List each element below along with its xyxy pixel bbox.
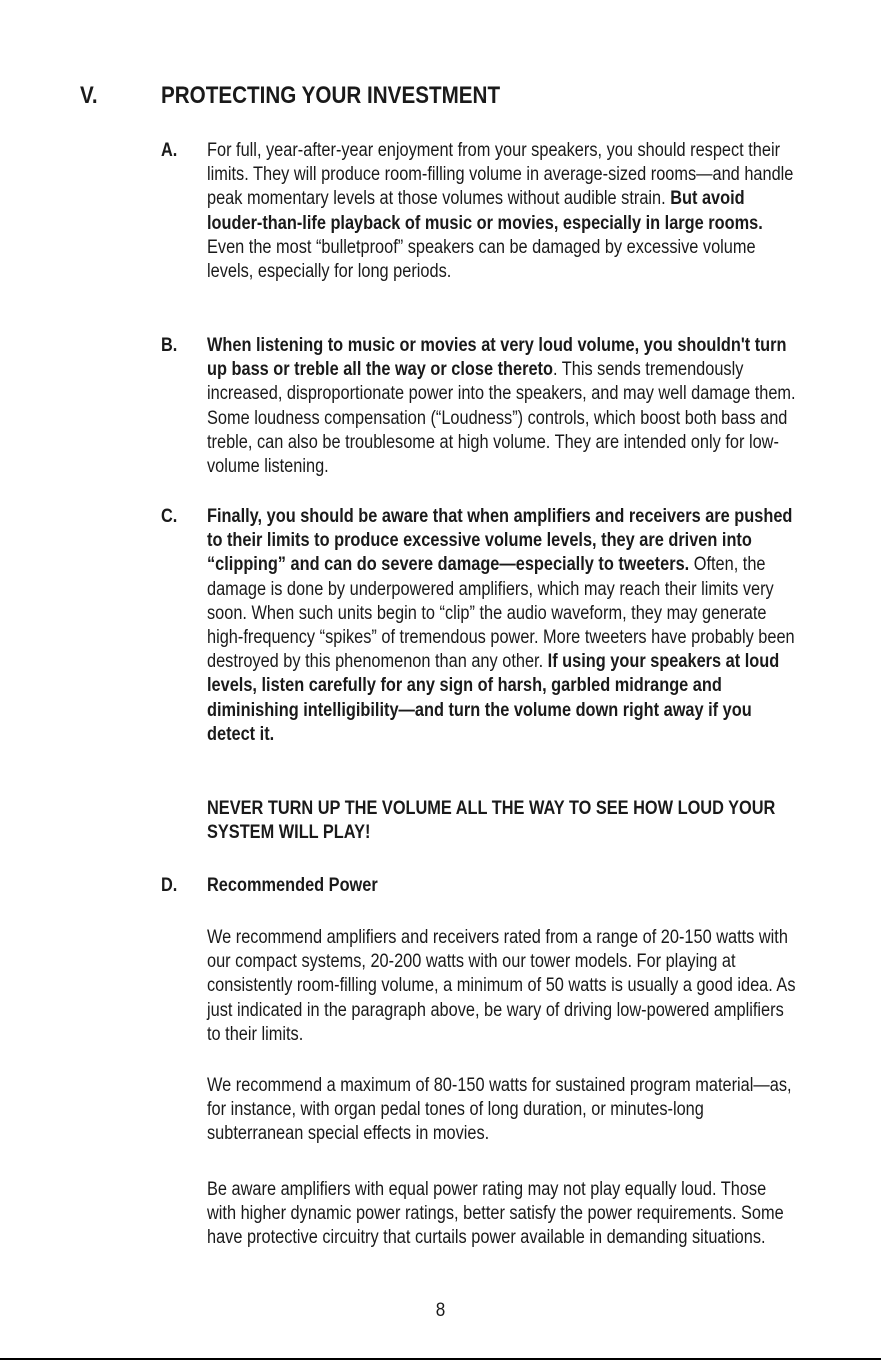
power-paragraph-2: We recommend a maximum of 80-150 watts for sustained program material—as, for instance, with organ pedal tones of long duration, or minutes-long subterranean special effects in movies. xyxy=(207,1075,792,1145)
power-paragraph-1: We recommend amplifiers and receivers rated from a range of 20-150 watts with our compact systems, 20-200 watts with our tower models. For playing at consistently room-filling volume, a minimum of 50 watts is usually a good idea. As just indicated in the paragraph above, be wary of driving low-powered amplifiers to their limits. xyxy=(207,927,796,1045)
item-a-text xyxy=(207,139,796,284)
item-c-middle: Often, the damage is done by underpowered amplifiers, which may reach their limits very soon. When such units begin to “clip” the audio waveform, they may generate high-frequency “spikes” of tremendous power. More tweeters have probably been destroyed by this phenomenon than any other. xyxy=(207,554,795,673)
item-b-text xyxy=(207,334,796,479)
power-paragraph-3: Be aware amplifiers with equal power rating may not play equally loud. Those with higher dynamic power ratings, better satisfy the power requirements. Some have protective circuitry that curtails power available in demanding situations. xyxy=(207,1179,784,1249)
item-c-text xyxy=(207,505,796,747)
section-number: V. xyxy=(80,82,98,109)
item-a-paragraph xyxy=(207,139,796,284)
item-c-emphasis-2: If using your speakers at loud levels, listen carefully for any sign of harsh, garbled midrange and diminishing intelligibility—and turn the volume down right away if you detect it. xyxy=(207,651,780,745)
item-a-intro: For full, year-after-year enjoyment from your speakers, you should respect their limits. They will produce room-filling volume in average-sized rooms—and handle peak momentary levels at those volumes without audible strain. xyxy=(207,140,794,210)
item-letter-a: A. xyxy=(161,140,178,161)
item-letter-d: D. xyxy=(161,875,178,896)
bottom-rule xyxy=(0,1358,881,1360)
recommended-power-heading: Recommended Power xyxy=(207,875,378,896)
item-letter-b: B. xyxy=(161,335,178,356)
page-number: 8 xyxy=(435,1300,446,1321)
item-b-paragraph xyxy=(207,334,796,479)
item-c-emphasis-1: Finally, you should be aware that when amplifiers and receivers are pushed to their limits to produce excessive volume levels, they are driven into “clipping” and can do severe damage—especially to tweeters. xyxy=(207,506,793,576)
item-b-emphasis: When listening to music or movies at very loud volume, you shouldn't turn up bass or treble all the way or close thereto xyxy=(207,335,787,381)
item-c-paragraph xyxy=(207,505,796,747)
item-b-rest: . This sends tremendously increased, disproportionate power into the speakers, and may well damage them. Some loudness compensation (“Loudness”) controls, which boost both bass and treble, can also be troublesome at high volume. They are intended only for low-volume listening. xyxy=(207,359,796,478)
item-letter-c: C. xyxy=(161,506,178,527)
item-a-ending: Even the most “bulletproof” speakers can be damaged by excessive volume levels, especially for long periods. xyxy=(207,236,756,283)
item-a-emphasis: But avoid louder-than-life playback of music or movies, especially in large rooms. xyxy=(207,188,763,234)
section-title: PROTECTING YOUR INVESTMENT xyxy=(161,82,501,109)
volume-warning: NEVER TURN UP THE VOLUME ALL THE WAY TO SEE HOW LOUD YOUR SYSTEM WILL PLAY! xyxy=(207,798,776,844)
